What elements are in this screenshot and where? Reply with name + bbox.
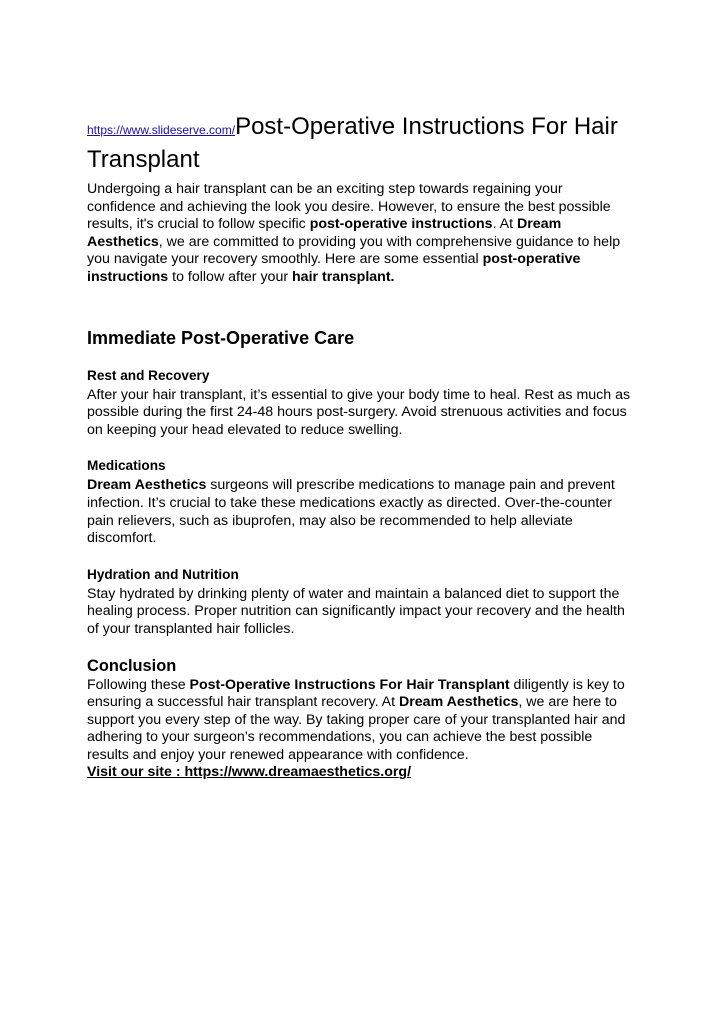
medications-paragraph bbox=[87, 477, 635, 547]
conclusion-text-2: diligently is key to ensuring a successful hair transplant recovery. At bbox=[87, 676, 625, 711]
subheading-medications: Medications bbox=[87, 458, 166, 474]
visit-site-link[interactable]: Visit our site : https://www.dreamaesthetics.org/ bbox=[87, 764, 412, 781]
conclusion-paragraph bbox=[87, 677, 635, 765]
conclusion-text-3: , we are here to support you every step of the way. By taking proper care of your transplanted hair and adhering to your surgeon’s recommendations, you can achieve the best possible results and enjoy your renewed appearance with confidence. bbox=[87, 694, 626, 763]
intro-bold-4: hair transplant. bbox=[292, 268, 395, 285]
intro-paragraph bbox=[87, 181, 635, 287]
conclusion-bold-1: Post-Operative Instructions For Hair Transplant bbox=[189, 676, 510, 693]
intro-bold-2: Dream Aesthetics bbox=[87, 216, 562, 250]
meds-bold-1: Dream Aesthetics bbox=[87, 477, 207, 494]
page-title: Post-Operative Instructions For Hair Transplant bbox=[87, 113, 618, 173]
section-heading-immediate-care: Immediate Post-Operative Care bbox=[87, 327, 355, 348]
source-link[interactable]: https://www.slideserve.com/ bbox=[87, 123, 236, 137]
visit-site-paragraph bbox=[87, 764, 635, 782]
conclusion-text-1: Following these bbox=[87, 676, 190, 693]
subheading-hydration-nutrition: Hydration and Nutrition bbox=[87, 566, 239, 582]
intro-text-4: to follow after your bbox=[168, 268, 293, 285]
rest-paragraph: After your hair transplant, it’s essential to give your body time to heal. Rest as much as possible during the first 24-48 hours post-surgery. Avoid strenuous activities and focus on keeping your head elevated to reduce swelling. bbox=[87, 386, 631, 438]
intro-text-3: , we are committed to providing you with comprehensive guidance to help you navigate your recovery smoothly. Here are some essential bbox=[87, 233, 621, 268]
hydration-paragraph: Stay hydrated by drinking plenty of water and maintain a balanced diet to support the healing process. Proper nutrition can significantly impact your recovery and the health of your transplanted hair follicles. bbox=[87, 585, 625, 637]
meds-text-1: surgeons will prescribe medications to manage pain and prevent infection. It’s crucial to take these medications exactly as directed. Over-the-counter pain relievers, such as ibuprofen, may also be recommended to help alleviate discomfort. bbox=[87, 477, 615, 547]
intro-text-1: Undergoing a hair transplant can be an exciting step towards regaining your confidence and achieving the look you desire. However, to ensure the best possible results, it's crucial to follow specific bbox=[87, 181, 611, 233]
subheading-rest-recovery: Rest and Recovery bbox=[87, 367, 210, 383]
conclusion-bold-2: Dream Aesthetics bbox=[399, 694, 519, 711]
document-body bbox=[87, 112, 635, 782]
title-block bbox=[87, 112, 635, 175]
intro-bold-1: post-operative instructions bbox=[309, 216, 493, 233]
section-heading-conclusion: Conclusion bbox=[87, 656, 177, 675]
intro-bold-3: post-operative instructions bbox=[87, 251, 581, 285]
intro-text-2: . At bbox=[492, 216, 518, 233]
